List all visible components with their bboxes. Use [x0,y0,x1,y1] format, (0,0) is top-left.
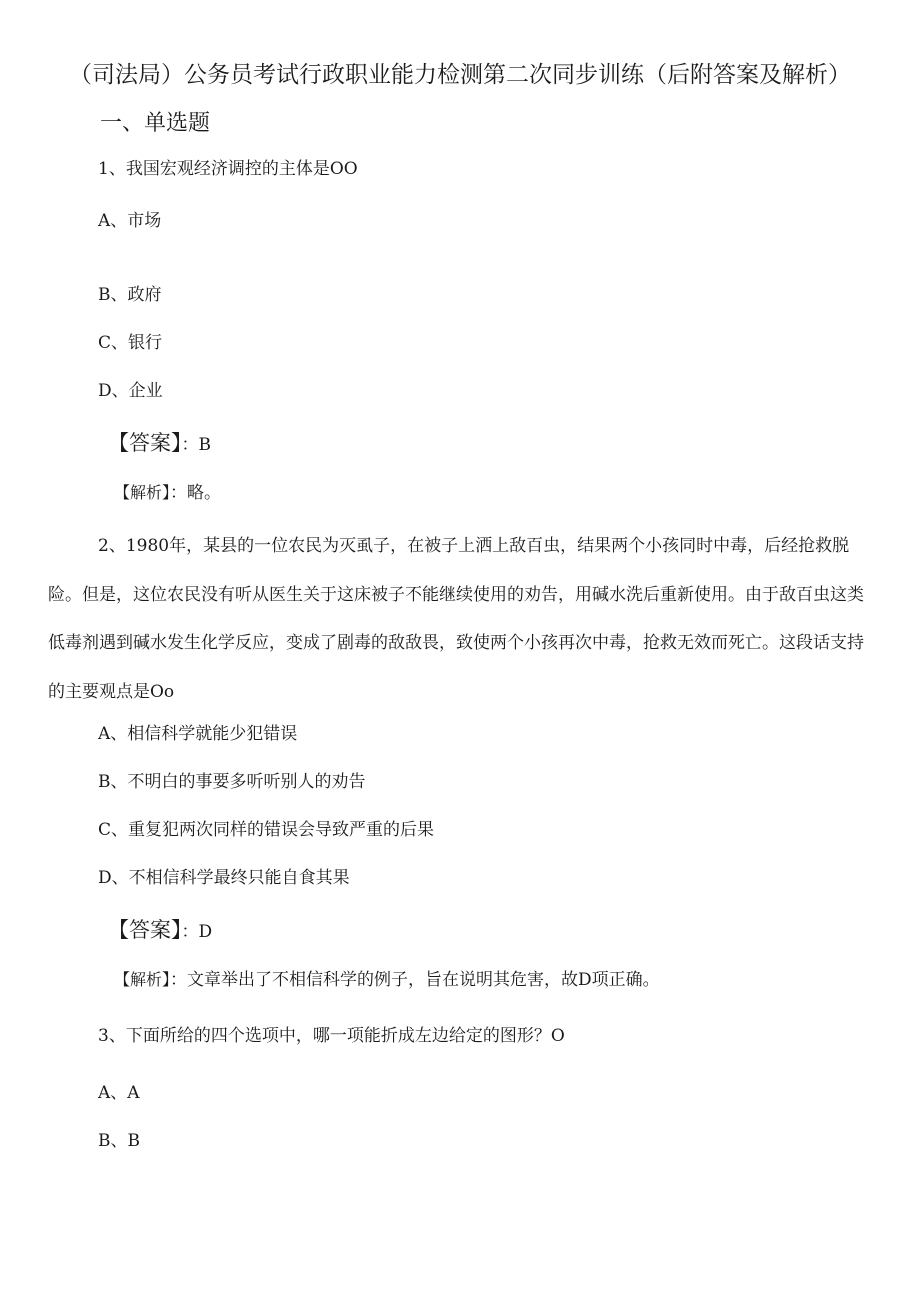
answer-value: ：D [181,922,213,942]
question-1-option-c: C、银行 [98,333,163,353]
analysis-label: 【解析】 [114,483,171,502]
question-1-option-b: B、政府 [98,285,162,305]
question-1-analysis [114,481,221,505]
question-2-option-d: D、不相信科学最终只能自食其果 [98,868,350,888]
question-2-option-a: A、相信科学就能少犯错误 [98,724,298,744]
section-heading: 一、单选题 [100,111,211,136]
answer-value: ：B [181,435,211,455]
question-3-stem: 3、下面所给的四个选项中，哪一项能折成左边给定的图形？O [98,1026,565,1046]
question-3-option-a: A、A [98,1083,140,1103]
question-1-option-a: A、市场 [98,211,162,231]
analysis-text: ：文章举出了不相信科学的例子，旨在说明其危害，故D项正确。 [170,970,660,990]
question-2-answer [108,918,212,944]
answer-label: 【答案】 [108,918,182,942]
question-2-stem: 2、1980年，某县的一位农民为灭虱子，在被子上洒上敌百虫，结果两个小孩同时中毒，后经抢救脱险。但是，这位农民没有听从医生关于这床被子不能继续使用的劝告，用碱水洗后重新使用。由于敌百虫这类低毒剂遇到碱水发生化学反应，变成了剧毒的敌敌畏，致使两个小孩再次中毒，抢救无效而死亡。这段话支持的主要观点是Oo [48,536,864,702]
question-2-analysis [114,968,660,992]
question-1-option-d: D、企业 [98,381,163,401]
analysis-text: ：略。 [170,483,222,503]
document-title: （司法局）公务员考试行政职业能力检测第二次同步训练（后附答案及解析） [69,62,851,88]
question-3-option-b: B、B [98,1131,140,1151]
question-2-option-c: C、重复犯两次同样的错误会导致严重的后果 [98,820,435,840]
question-1-stem: 1、我国宏观经济调控的主体是OO [98,159,358,179]
answer-label: 【答案】 [108,431,182,455]
question-2-option-b: B、不明白的事要多听听别人的劝告 [98,772,366,792]
analysis-label: 【解析】 [114,970,171,989]
question-1-answer [108,431,211,457]
